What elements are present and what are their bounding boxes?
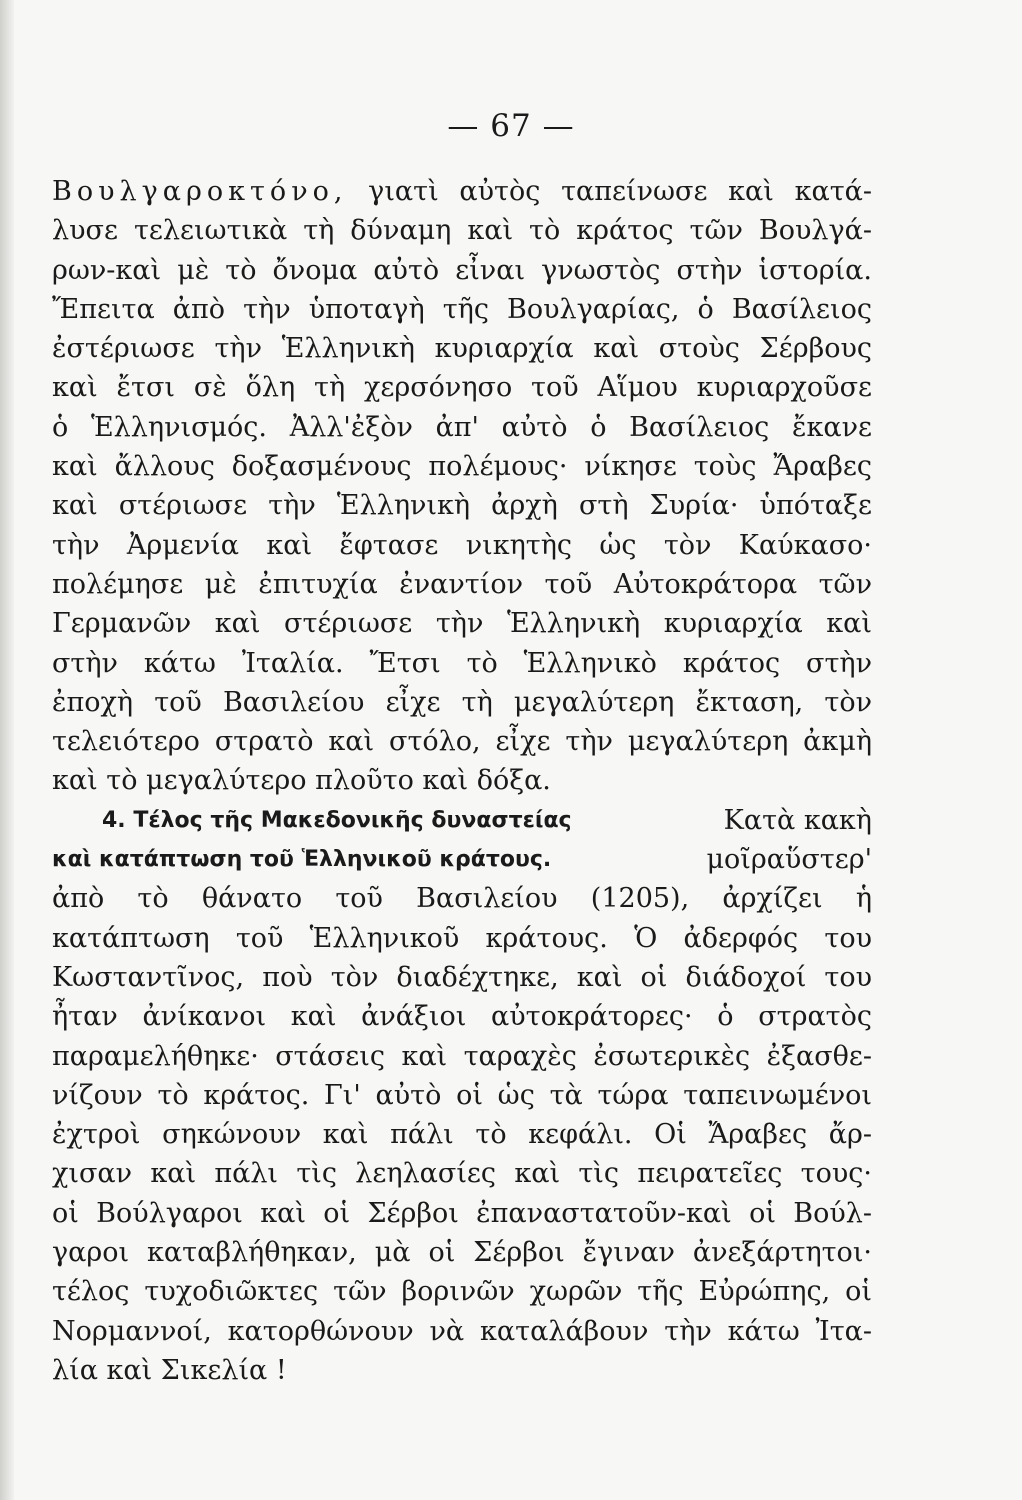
text-line: καὶ τὸ μεγαλύτερο πλοῦτο καὶ δόξα.: [52, 765, 551, 797]
section-heading-line-1: [52, 801, 872, 840]
text-line: γαροι καταβλήθηκαν, μὰ οἱ Σέρβοι ἔγιναν ἀνεξάρτητοι·: [52, 1237, 872, 1269]
text-line: κατάπτωση τοῦ Ἑλληνικοῦ κράτους. Ὁ ἀδερφός του: [52, 922, 872, 954]
text-line: πολέμησε μὲ ἐπιτυχία ἐναντίον τοῦ Αὐτοκράτορα τῶν: [52, 568, 872, 600]
text-line: Γερμανῶν καὶ στέριωσε τὴν Ἑλληνικὴ κυριαρχία καὶ: [52, 608, 872, 640]
text-line: χισαν καὶ πάλι τὶς λεηλασίες καὶ τὶς πειρατεῖες τους·: [52, 1158, 872, 1190]
page-number: — 67 —: [447, 108, 575, 144]
text-line: λία καὶ Σικελία !: [52, 1354, 287, 1386]
text-line: λυσε τελειωτικὰ τὴ δύναμη καὶ τὸ κράτος τῶν Βουλγά-: [52, 215, 872, 247]
text-line: Ἔπειτα ἀπὸ τὴν ὑποταγὴ τῆς Βουλγαρίας, ὁ Βασίλειος: [52, 293, 872, 325]
section-heading: 4. Τέλος τῆς Μακεδονικῆς δυναστείας: [102, 807, 572, 833]
text-line: τὴν Ἀρμενία καὶ ἔφτασε νικητὴς ὡς τὸν Καύκασο·: [52, 529, 872, 561]
page-binding-edge: [0, 0, 14, 1500]
text-fragment: Κατὰ κακὴ: [723, 804, 872, 836]
text-line: ἐχτροὶ σηκώνουν καὶ πάλι τὸ κεφάλι. Οἱ Ἄραβες ἄρ-: [52, 1119, 872, 1151]
text-line: τέλος τυχοδιῶκτες τῶν βορινῶν χωρῶν τῆς Εὐρώπης, οἱ: [52, 1276, 872, 1308]
text-line: Βουλγαροκτόνο, γιατὶ αὐτὸς ταπείνωσε καὶ κατά-: [52, 176, 872, 207]
text-line: καὶ ἔτσι σὲ ὅλη τὴ χερσόνησο τοῦ Αἵμου κυριαρχοῦσε: [52, 372, 872, 404]
text-line: Νορμαννοί, κατορθώνουν νὰ καταλάβουν τὴν κάτω Ἰτα-: [52, 1315, 872, 1347]
text-line: ρων-καὶ μὲ τὸ ὄνομα αὐτὸ εἶναι γνωστὸς στὴν ἱστορία.: [52, 254, 872, 286]
text-line: νίζουν τὸ κράτος. Γι' αὐτὸ οἱ ὡς τὰ τώρα ταπεινωμένοι: [52, 1079, 872, 1111]
text-line: οἱ Βούλγαροι καὶ οἱ Σέρβοι ἐπαναστατοῦν-καὶ οἱ Βούλ-: [52, 1197, 872, 1229]
text-line: παραμελήθηκε· στάσεις καὶ ταραχὲς ἐσωτερικὲς ἐξασθε-: [52, 1040, 872, 1072]
text-line: στὴν κάτω Ἰταλία. Ἔτσι τὸ Ἑλληνικὸ κράτος στὴν: [52, 647, 872, 679]
text-line: καὶ ἄλλους δοξασμένους πολέμους· νίκησε τοὺς Ἄραβες: [52, 451, 872, 483]
text-line: τελειότερο στρατὸ καὶ στόλο, εἶχε τὴν μεγαλύτερη ἀκμὴ: [52, 726, 872, 758]
text-line: ἐστέριωσε τὴν Ἑλληνικὴ κυριαρχία καὶ στοὺς Σέρβους: [52, 333, 872, 365]
section-heading-cont: καὶ κατάπτωση τοῦ Ἑλληνικοῦ κράτους.: [52, 847, 552, 873]
body-text: [52, 172, 872, 1390]
text-line: ἐποχὴ τοῦ Βασιλείου εἶχε τὴ μεγαλύτερη ἔκταση, τὸν: [52, 686, 872, 718]
text-line: Κωσταντῖνος, ποὺ τὸν διαδέχτηκε, καὶ οἱ διάδοχοί του: [52, 961, 872, 993]
text-line: καὶ στέριωσε τὴν Ἑλληνικὴ ἀρχὴ στὴ Συρία· ὑπόταξε: [52, 490, 872, 522]
text-line: ἦταν ἀνίκανοι καὶ ἀνάξιοι αὐτοκράτορες· ὁ στρατὸς: [52, 1001, 872, 1033]
text-fragment: μοῖραὕστερ': [706, 844, 872, 876]
text-line: ἀπὸ τὸ θάνατο τοῦ Βασιλείου (1205), ἀρχίζει ἡ: [52, 883, 872, 915]
emphasized-word: Βουλγαροκτόνο,: [52, 176, 348, 207]
text-line: ὁ Ἑλληνισμός. Ἀλλ'ἐξὸν ἀπ' αὐτὸ ὁ Βασίλειος ἔκανε: [52, 411, 872, 443]
section-heading-line-2: [52, 840, 872, 879]
